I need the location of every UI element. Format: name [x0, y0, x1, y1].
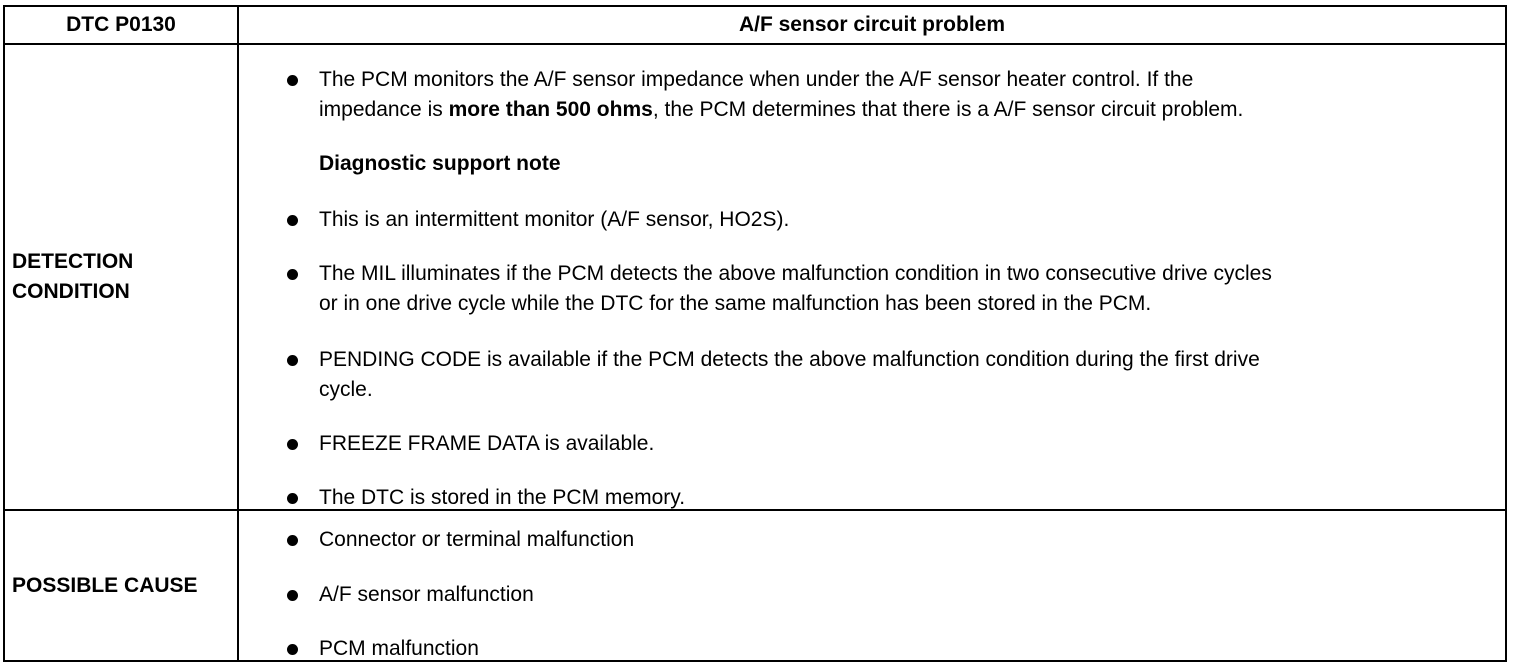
bullet-icon — [287, 439, 298, 450]
bullet-icon — [287, 75, 298, 86]
note-item: FREEZE FRAME DATA is available. — [319, 432, 655, 455]
header-code-cell — [5, 7, 239, 43]
note-item-continued: cycle. — [319, 378, 373, 401]
possible-cause-content-cell — [239, 511, 1505, 660]
intro-line-2-pre: impedance is — [319, 98, 449, 121]
detection-label-cell — [5, 45, 239, 509]
note-heading: Diagnostic support note — [319, 152, 561, 175]
note-item: The DTC is stored in the PCM memory. — [319, 486, 686, 509]
possible-cause-row — [5, 511, 1505, 660]
intro-line-2-post: , the PCM determines that there is a A/F sensor circuit problem. — [652, 98, 1244, 121]
intro-line-2 — [319, 95, 1243, 125]
note-item: PENDING CODE is available if the PCM detects the above malfunction condition during the first drive — [319, 348, 1260, 371]
bullet-icon — [287, 269, 298, 280]
dtc-title: A/F sensor circuit problem — [738, 13, 1006, 36]
detection-label-line2: CONDITION — [12, 280, 130, 303]
bullet-icon — [287, 215, 298, 226]
bullet-icon — [287, 644, 298, 655]
detection-condition-row — [5, 45, 1505, 511]
note-item: This is an intermittent monitor (A/F sensor, HO2S). — [319, 208, 790, 231]
dtc-table — [3, 5, 1507, 662]
detection-label — [12, 45, 133, 509]
note-item-continued: or in one drive cycle while the DTC for the same malfunction has been stored in the PCM. — [319, 292, 1152, 315]
bullet-icon — [287, 355, 298, 366]
bullet-icon — [287, 590, 298, 601]
note-item: The MIL illuminates if the PCM detects the above malfunction condition in two consecutive drive cycles — [319, 262, 1272, 285]
bullet-icon — [287, 535, 298, 546]
cause-item: PCM malfunction — [319, 637, 479, 660]
intro-line-1: The PCM monitors the A/F sensor impedance when under the A/F sensor heater control. If the — [319, 68, 1194, 91]
possible-cause-label: POSSIBLE CAUSE — [12, 573, 198, 597]
dtc-code: DTC P0130 — [66, 13, 176, 36]
cause-item: A/F sensor malfunction — [319, 583, 534, 606]
possible-cause-label-cell — [5, 511, 239, 660]
table-header-row — [5, 7, 1505, 45]
header-title-cell — [239, 7, 1505, 43]
detection-label-line1: DETECTION — [12, 250, 134, 273]
cause-item: Connector or terminal malfunction — [319, 528, 635, 551]
bullet-icon — [287, 493, 298, 504]
detection-content-cell — [239, 45, 1505, 509]
impedance-threshold: more than 500 ohms — [448, 98, 653, 121]
